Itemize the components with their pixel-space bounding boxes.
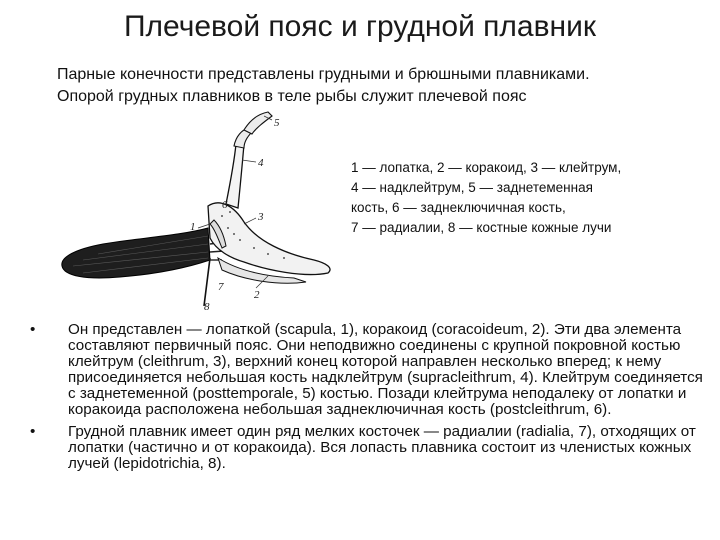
caption-line: 1 — лопатка, 2 — коракоид, 3 — клейтрум, (351, 160, 622, 175)
figure-label-4: 4 (258, 157, 264, 169)
caption-line: кость, 6 — заднеключичная кость, (351, 200, 566, 215)
figure-caption (351, 158, 701, 238)
bullet-text: Он представлен — лопаткой (scapula, 1), коракоид (coracoideum, 2). Эти два элемента составляют первичный пояс. Они неподвижно соединены с крупной покровной костью клейтрум (cleithrum, 3), верхний конец которой направлен несколько вперед; к нему присоединяется небольшая кость надклейтрум (supracleithrum, 4). Клейтрум соединяется с заднетеменной (posttemporale, 5) костью. Позади клейтрума неподалеку от лопатки и коракоида расположена небольшая заднеключичная кость (postcleithrum, 6). (68, 321, 703, 418)
bullet-text: Грудной плавник имеет один ряд мелких косточек — радиалии (radialia, 7), отходящих от лопатки (частично и от коракоида). Вся лопасть плавника состоит из членистых кожных лучей (lepidotrichia, 8). (68, 423, 696, 472)
figure-label-5: 5 (274, 117, 280, 129)
bullet-dot: • (30, 423, 36, 440)
figure-label-8: 8 (204, 301, 210, 313)
slide-title: Плечевой пояс и грудной плавник (123, 10, 597, 43)
fin-spine (204, 258, 210, 306)
cleithrum (226, 144, 244, 208)
figure-label-1: 1 (190, 221, 196, 233)
figure-label-3: 3 (258, 211, 264, 223)
figure-label-2: 2 (254, 289, 260, 301)
intro-line: Опорой грудных плавников в теле рыбы служит плечевой пояс (57, 88, 527, 105)
caption-line: 4 — надклейтрум, 5 — заднетеменная (351, 180, 593, 195)
shoulder-girdle-drawing (58, 108, 348, 313)
intro-text (57, 64, 707, 108)
intro-line: Парные конечности представлены грудными и брюшными плавниками. (57, 66, 590, 83)
bullet-item (30, 322, 710, 418)
bullet-dot: • (30, 321, 36, 338)
posttemporale (244, 112, 272, 134)
bullet-list (30, 322, 710, 478)
caption-line: 7 — радиалии, 8 — костные кожные лучи (351, 220, 612, 235)
shoulder-girdle-figure (58, 108, 348, 313)
bullet-item (30, 424, 710, 472)
figure-label-7: 7 (218, 281, 224, 293)
figure-label-6: 6 (222, 199, 228, 211)
